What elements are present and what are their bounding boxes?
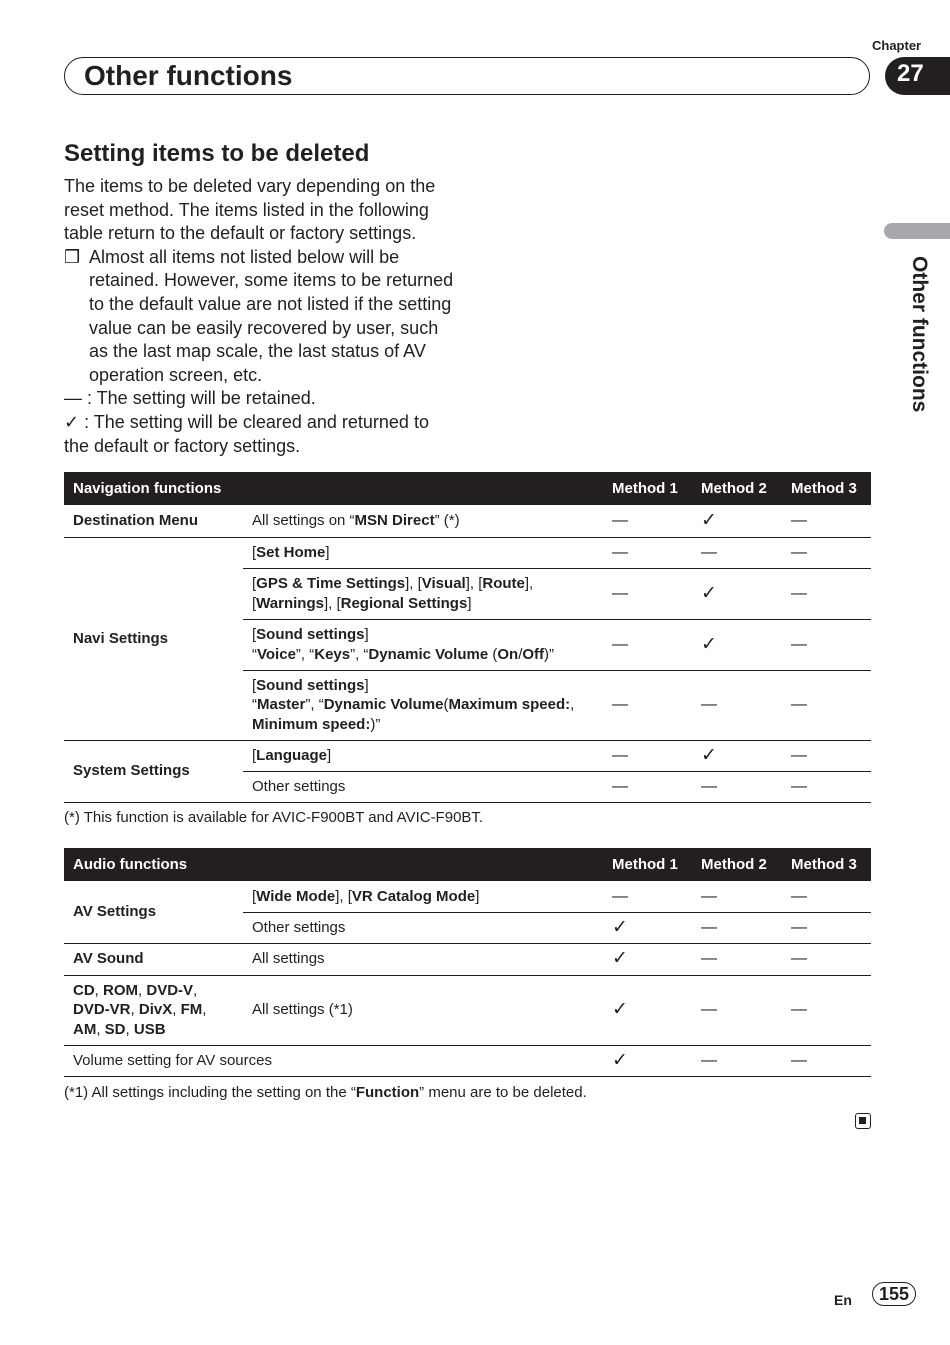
column-header: Method 3: [782, 472, 871, 505]
column-header: Method 1: [603, 472, 692, 505]
method-cell: —: [782, 619, 871, 670]
category-cell: AV Settings: [64, 881, 243, 943]
method-cell: —: [782, 1045, 871, 1076]
method-cell: —: [782, 912, 871, 943]
method-cell: ✓: [692, 568, 782, 619]
category-cell: Navi Settings: [64, 537, 243, 740]
end-of-section-icon: [855, 1113, 871, 1129]
column-header: Method 3: [782, 848, 871, 881]
table-row: [64, 537, 871, 568]
section-title: Setting items to be deleted: [64, 140, 370, 167]
method-cell: —: [603, 568, 692, 619]
method-cell: —: [692, 943, 782, 975]
table-row: [64, 975, 871, 1045]
intro-block: [64, 175, 454, 458]
method-cell: —: [782, 943, 871, 975]
column-header: Method 1: [603, 848, 692, 881]
method-cell: —: [603, 740, 692, 771]
side-label: Other functions: [908, 256, 931, 413]
note-bullet: [64, 246, 454, 388]
setting-cell: [GPS & Time Settings], [Visual], [Route], [Warnings], [Regional Settings]: [243, 568, 603, 619]
column-header: Audio functions: [64, 848, 603, 881]
footnote: (*) This function is available for AVIC-F900BT and AVIC-F90BT.: [64, 809, 484, 826]
side-tab-marker: [884, 223, 950, 239]
method-cell: —: [603, 619, 692, 670]
note-bullet-text: Almost all items not listed below will be retained. However, some items to be returned to the default value are not listed if the setting value can be easily recovered by user, such as the last map scale, the last status of AV operation screen, etc.: [89, 246, 454, 385]
legend-dash: — : The setting will be retained.: [64, 388, 316, 409]
method-cell: ✓: [603, 975, 692, 1045]
method-cell: —: [782, 505, 871, 537]
method-cell: ✓: [603, 912, 692, 943]
title-bar: [64, 57, 870, 95]
method-cell: —: [692, 881, 782, 912]
method-cell: —: [692, 1045, 782, 1076]
setting-cell: All settings (*1): [243, 975, 603, 1045]
setting-cell: [Set Home]: [243, 537, 603, 568]
setting-cell: All settings on “MSN Direct” (*): [243, 505, 603, 537]
method-cell: —: [692, 670, 782, 740]
table-row: [64, 943, 871, 975]
setting-cell: Other settings: [243, 912, 603, 943]
method-cell: —: [692, 975, 782, 1045]
method-cell: ✓: [692, 740, 782, 771]
table-row: [64, 1045, 871, 1076]
table-row: [64, 505, 871, 537]
method-cell: —: [782, 881, 871, 912]
method-cell: —: [692, 771, 782, 802]
setting-cell: [Sound settings] “Voice”, “Keys”, “Dynamic Volume (On/Off)”: [243, 619, 603, 670]
method-cell: —: [603, 881, 692, 912]
page-number: 155: [872, 1282, 916, 1306]
chapter-label: Chapter: [872, 38, 922, 53]
method-cell: —: [782, 740, 871, 771]
column-header: Navigation functions: [64, 472, 603, 505]
method-cell: —: [782, 670, 871, 740]
setting-cell: Volume setting for AV sources: [64, 1045, 603, 1076]
method-cell: —: [603, 771, 692, 802]
column-header: Method 2: [692, 848, 782, 881]
method-cell: —: [603, 537, 692, 568]
method-cell: ✓: [603, 1045, 692, 1076]
category-cell: System Settings: [64, 740, 243, 802]
method-cell: —: [782, 771, 871, 802]
method-cell: —: [603, 670, 692, 740]
table-header-row: [64, 848, 871, 881]
table-header-row: [64, 472, 871, 505]
intro-paragraph: The items to be deleted vary depending on the reset method. The items listed in the following table return to the default or factory settings.: [64, 176, 436, 244]
setting-cell: [Sound settings] “Master”, “Dynamic Volume(Maximum speed:, Minimum speed:)”: [243, 670, 603, 740]
method-cell: —: [603, 505, 692, 537]
method-cell: —: [782, 537, 871, 568]
audio-functions-table: [64, 848, 871, 1077]
method-cell: —: [692, 537, 782, 568]
method-cell: —: [782, 975, 871, 1045]
setting-cell: [Wide Mode], [VR Catalog Mode]: [243, 881, 603, 912]
legend-check: ✓ : The setting will be cleared and returned to the default or factory settings.: [64, 411, 429, 456]
category-cell: Destination Menu: [64, 505, 243, 537]
category-cell: AV Sound: [64, 943, 243, 975]
footnote: (*1) All settings including the setting on the “Function” menu are to be deleted.: [64, 1084, 587, 1101]
method-cell: ✓: [692, 505, 782, 537]
table-row: [64, 881, 871, 912]
method-cell: ✓: [692, 619, 782, 670]
method-cell: —: [692, 912, 782, 943]
language-label: En: [834, 1292, 852, 1308]
method-cell: —: [782, 568, 871, 619]
table-row: [64, 740, 871, 771]
setting-cell: Other settings: [243, 771, 603, 802]
category-cell: CD, ROM, DVD-V, DVD-VR, DivX, FM, AM, SD, USB: [64, 975, 243, 1045]
navigation-functions-table: [64, 472, 871, 803]
page-title: Other functions: [84, 60, 293, 91]
method-cell: ✓: [603, 943, 692, 975]
setting-cell: All settings: [243, 943, 603, 975]
checkbox-bullet-icon: ❒: [64, 246, 81, 267]
chapter-number: 27: [885, 57, 950, 95]
column-header: Method 2: [692, 472, 782, 505]
setting-cell: [Language]: [243, 740, 603, 771]
